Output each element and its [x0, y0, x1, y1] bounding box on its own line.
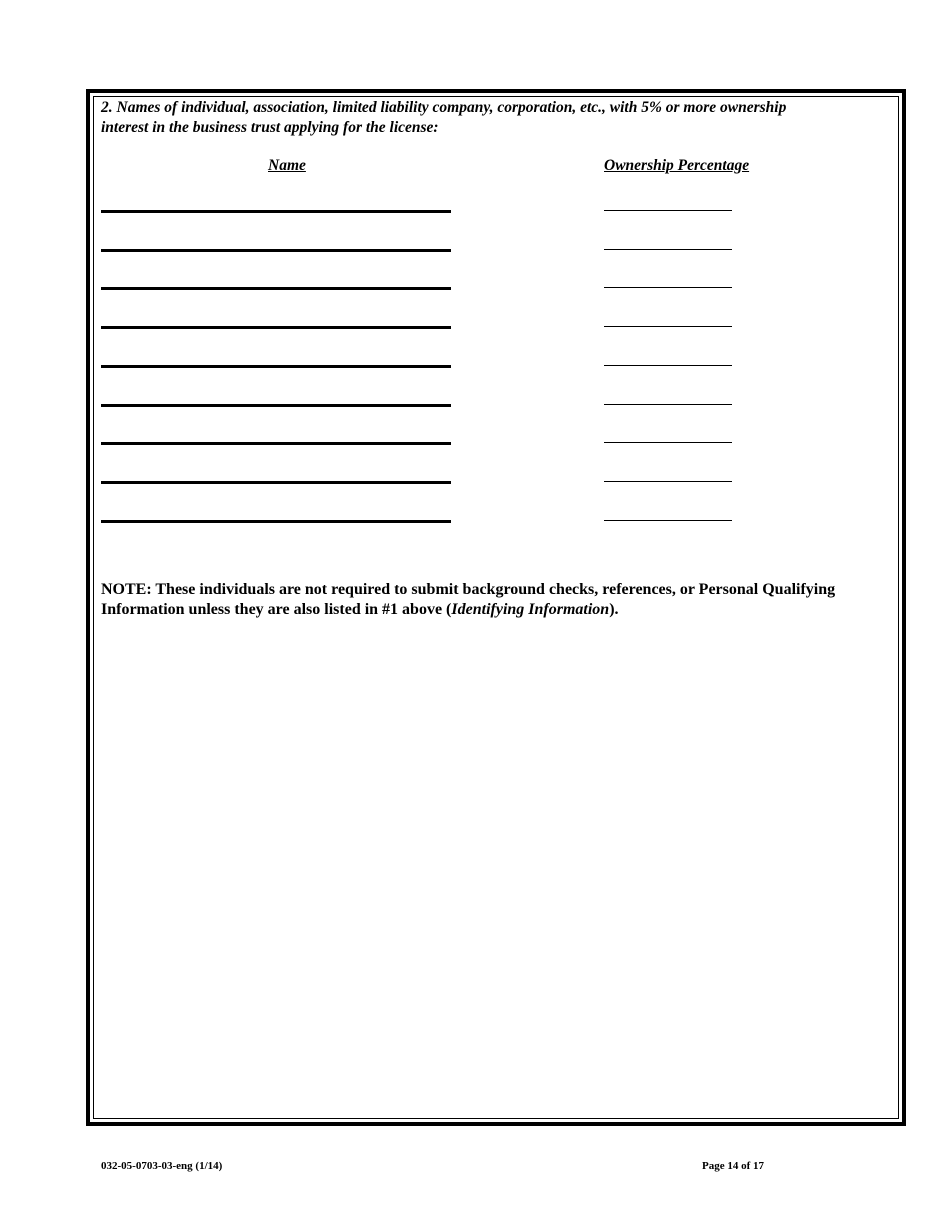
- ownership-percentage-column-header: Ownership Percentage: [604, 157, 750, 174]
- name-field-line[interactable]: [101, 404, 451, 407]
- question-text: 2. Names of individual, association, limited liability company, corporation, etc., with 5% or more ownership interest in the business trust applying for the license:: [101, 99, 787, 136]
- name-column-header: Name: [268, 157, 306, 174]
- name-field-line[interactable]: [101, 520, 451, 523]
- note-suffix: ).: [609, 601, 619, 618]
- name-field-line[interactable]: [101, 210, 451, 213]
- page-number: Page 14 of 17: [702, 1160, 765, 1172]
- ownership-percentage-field-line[interactable]: [604, 520, 732, 521]
- ownership-percentage-field-line[interactable]: [604, 442, 732, 443]
- name-field-line[interactable]: [101, 365, 451, 368]
- name-field-line[interactable]: [101, 249, 451, 252]
- note-text: [101, 580, 861, 620]
- ownership-percentage-field-line[interactable]: [604, 404, 732, 405]
- note-prefix: NOTE: These individuals are not required to submit background checks, references, or Personal Qualifying Information unless they are also listed in #1 above (: [101, 581, 836, 618]
- ownership-percentage-field-line[interactable]: [604, 365, 732, 366]
- name-field-line[interactable]: [101, 481, 451, 484]
- ownership-percentage-field-line[interactable]: [604, 249, 732, 250]
- note-emphasis: Identifying Information: [451, 601, 610, 618]
- name-field-line[interactable]: [101, 326, 451, 329]
- ownership-percentage-field-line[interactable]: [604, 481, 732, 482]
- name-field-line[interactable]: [101, 287, 451, 290]
- ownership-percentage-field-line[interactable]: [604, 287, 732, 288]
- ownership-percentage-field-line[interactable]: [604, 210, 732, 211]
- form-id: 032-05-0703-03-eng (1/14): [101, 1160, 223, 1172]
- ownership-percentage-field-line[interactable]: [604, 326, 732, 327]
- name-field-line[interactable]: [101, 442, 451, 445]
